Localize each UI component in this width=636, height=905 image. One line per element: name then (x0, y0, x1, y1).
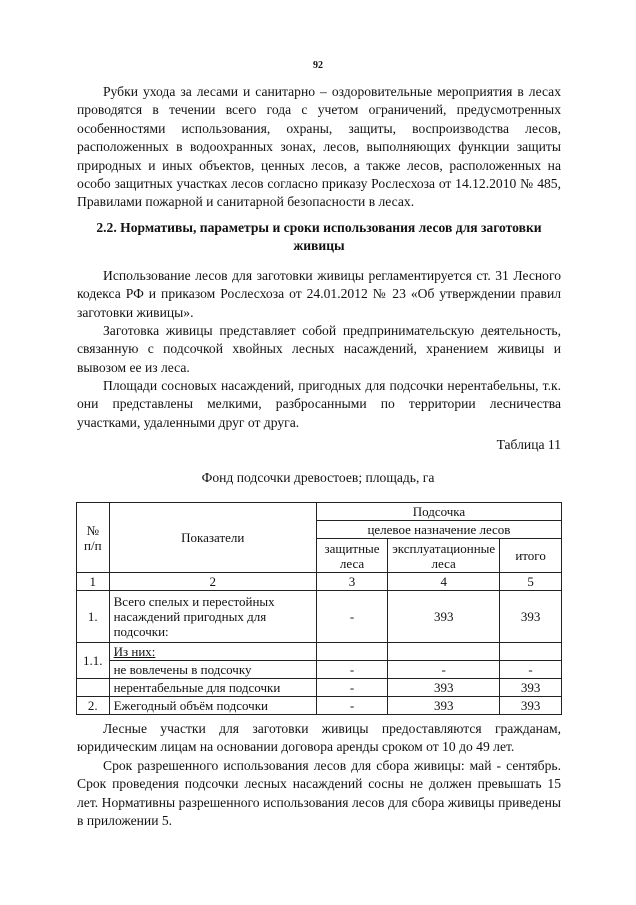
col-number: 3 (316, 573, 387, 591)
header-protective: защитные леса (316, 539, 387, 573)
header-operational: эксплуатационные леса (388, 539, 500, 573)
row-operational: 393 (388, 679, 500, 697)
row-protective: - (316, 697, 387, 715)
row-name: Из них: (109, 643, 316, 661)
col-number: 1 (77, 573, 110, 591)
section-paragraph-2: Заготовка живицы представляет собой предпринимательскую деятельность, связанную с подсочкой хвойных лесных насаждений, хранением живицы и вывозом ее из леса. (77, 323, 561, 375)
row-operational: 393 (388, 591, 500, 643)
row-name: Всего спелых и перестойных насаждений пригодных для подсочки: (109, 591, 316, 643)
tapping-fund-table (76, 502, 562, 715)
col-number: 2 (109, 573, 316, 591)
section-paragraph-1: Использование лесов для заготовки живицы регламентируется ст. 31 Лесного кодекса РФ и приказом Рослесхоза от 24.01.2012 № 23 «Об утверждении правил заготовки живицы». (77, 268, 561, 320)
table-row (77, 643, 562, 661)
row-name: нерентабельные для подсочки (109, 679, 316, 697)
header-indicators: Показатели (109, 503, 316, 573)
header-total: итого (500, 539, 562, 573)
row-protective: - (316, 591, 387, 643)
table-row (77, 591, 562, 643)
row-num: 1.1. (77, 643, 110, 679)
table-row (77, 697, 562, 715)
row-protective: - (316, 661, 387, 679)
row-protective (316, 643, 387, 661)
col-number: 5 (500, 573, 562, 591)
closing-paragraph-1: Лесные участки для заготовки живицы предоставляются гражданам, юридическим лицам на основании договора аренды сроком от 10 до 49 лет. (77, 721, 561, 755)
section-heading: 2.2. Нормативы, параметры и сроки использования лесов для заготовки живицы (96, 220, 542, 253)
header-num: № п/п (77, 503, 110, 573)
row-operational: - (388, 661, 500, 679)
table-label: Таблица 11 (496, 437, 561, 452)
row-total (500, 643, 562, 661)
row-total: 393 (500, 679, 562, 697)
row-total: 393 (500, 591, 562, 643)
table-row (77, 679, 562, 697)
table-row (77, 661, 562, 679)
col-number: 4 (388, 573, 500, 591)
row-name: Ежегодный объём подсочки (109, 697, 316, 715)
row-protective: - (316, 679, 387, 697)
row-total: 393 (500, 697, 562, 715)
intro-paragraph: Рубки ухода за лесами и санитарно – оздоровительные мероприятия в лесах проводятся в течении всего года с учетом ограничений, предусмотренных особенностями использования, охраны, защиты, воспроизводства лесов, расположенных в водоохранных зонах, лесов, выполняющих функции защиты природных и иных объектов, ценных лесов, а также лесов, расположенных на особо защитных участках лесов согласно приказу Рослесхоза от 14.12.2010 № 485, Правилами пожарной и санитарной безопасности в лесах. (77, 84, 561, 210)
row-total: - (500, 661, 562, 679)
page-number: 92 (313, 60, 323, 71)
header-tapping: Подсочка (316, 503, 561, 521)
closing-paragraph-2: Срок разрешенного использования лесов для сбора живицы: май - сентябрь. Срок проведения подсочки лесных насаждений сосны не должен превышать 15 лет. Нормативны разрешенного использования лесов для сбора живицы приведены в приложении 5. (77, 758, 561, 829)
section-paragraph-3: Площади сосновых насаждений, пригодных для подсочки нерентабельны, т.к. они представлены мелкими, разбросанными по территории лесничества участками, удаленными друг от друга. (77, 378, 561, 430)
table-title: Фонд подсочки древостоев; площадь, га (201, 470, 435, 485)
row-num: 1. (77, 591, 110, 643)
row-operational: 393 (388, 697, 500, 715)
row-num (77, 679, 110, 697)
row-num: 2. (77, 697, 110, 715)
row-operational (388, 643, 500, 661)
header-purpose: целевое назначение лесов (316, 521, 561, 539)
row-name: не вовлечены в подсочку (109, 661, 316, 679)
